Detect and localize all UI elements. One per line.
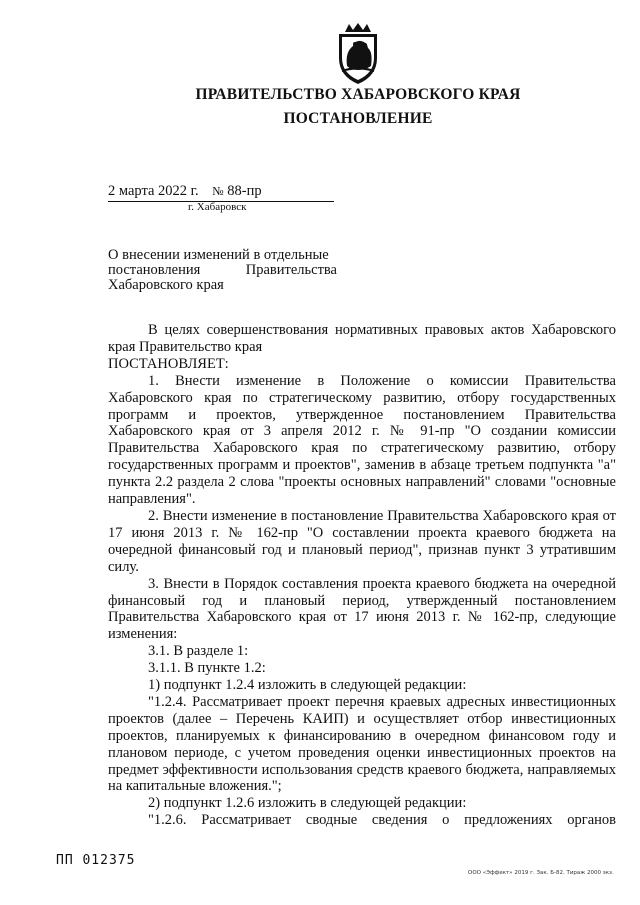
item-3: 3. Внести в Порядок составления проекта краевого бюджета на очередной финансовый год и плановый период, утвержденный постановлением Правительства Хабаровского края от 17 июня 2013 г. № 162-пр, следующие изменения: bbox=[108, 575, 616, 643]
item-1: 1. Внести изменение в Положение о комиссии Правительства Хабаровского края по стратегическому развитию, отбору государственных программ и проектов, утвержденное постановлением Правительства Хабаровского края от 3 апреля 2012 г. № 91-пр "О создании комиссии Правительства Хабаровского края по стратегическому развитию, отбору государственных программ и проектов", заменив в абзаце третьем подпункта "а" пункта 2.2 раздела 2 слова "проекты основных направлений" словами "основные направления". bbox=[108, 372, 616, 508]
coat-of-arms-icon bbox=[331, 22, 385, 86]
document-subject bbox=[108, 248, 337, 293]
government-name: ПРАВИТЕЛЬСТВО ХАБАРОВСКОГО КРАЯ bbox=[195, 86, 521, 103]
item-2: 2. Внести изменение в постановление Правительства Хабаровского края от 17 июня 2013 г. № 162-пр "О составлении проекта краевого бюджета на очередной финансовый год и плановый период", признав пункт 3 утратившим силу. bbox=[108, 507, 616, 575]
subject-line-2-right: Правительства bbox=[245, 262, 337, 278]
form-serial-number: ПП 012375 bbox=[56, 853, 136, 868]
quote-1-2-4: "1.2.4. Рассматривает проект перечня краевых адресных инвестиционных проектов (далее – Перечень КАИП) и осуществляет отбор инвестиционных проектов, планируемых к финансированию в очередном финансовом году и плановом периоде, с учетом проведения оценки инвестиционных проектов на предмет эффективности использования средств краевого бюджета, направляемых на капитальные вложения."; bbox=[108, 693, 616, 795]
subject-line-2-left: постановления bbox=[108, 262, 201, 278]
resolves-word: ПОСТАНОВЛЯЕТ: bbox=[108, 355, 229, 372]
subject-line-3: Хабаровского края bbox=[108, 277, 224, 293]
subject-line-2 bbox=[108, 263, 337, 278]
subject-line-1: О внесении изменений в отдельные bbox=[108, 247, 329, 263]
subitem-2: 2) подпункт 1.2.6 изложить в следующей редакции: bbox=[148, 795, 467, 812]
item-3-1: 3.1. В разделе 1: bbox=[148, 643, 249, 660]
number-label: № bbox=[212, 184, 224, 198]
city: г. Хабаровск bbox=[188, 201, 247, 213]
printer-imprint: ООО «Эффект» 2019 г. Зак. Б-82. Тираж 2000 экз. bbox=[468, 870, 614, 876]
document-type-title: ПОСТАНОВЛЕНИЕ bbox=[283, 110, 433, 127]
document-date: 2 марта 2022 г. bbox=[108, 183, 199, 199]
item-3-1-1: 3.1.1. В пункте 1.2: bbox=[148, 660, 266, 677]
date-number-line bbox=[108, 183, 334, 202]
document-body bbox=[108, 322, 616, 829]
subitem-1: 1) подпункт 1.2.4 изложить в следующей редакции: bbox=[148, 677, 467, 694]
intro-paragraph: В целях совершенствования нормативных правовых актов Хабаровского края Правительство края bbox=[108, 322, 616, 355]
quote-1-2-6: "1.2.6. Рассматривает сводные сведения о предложениях органов bbox=[148, 812, 616, 829]
document-number: 88-пр bbox=[227, 183, 262, 199]
